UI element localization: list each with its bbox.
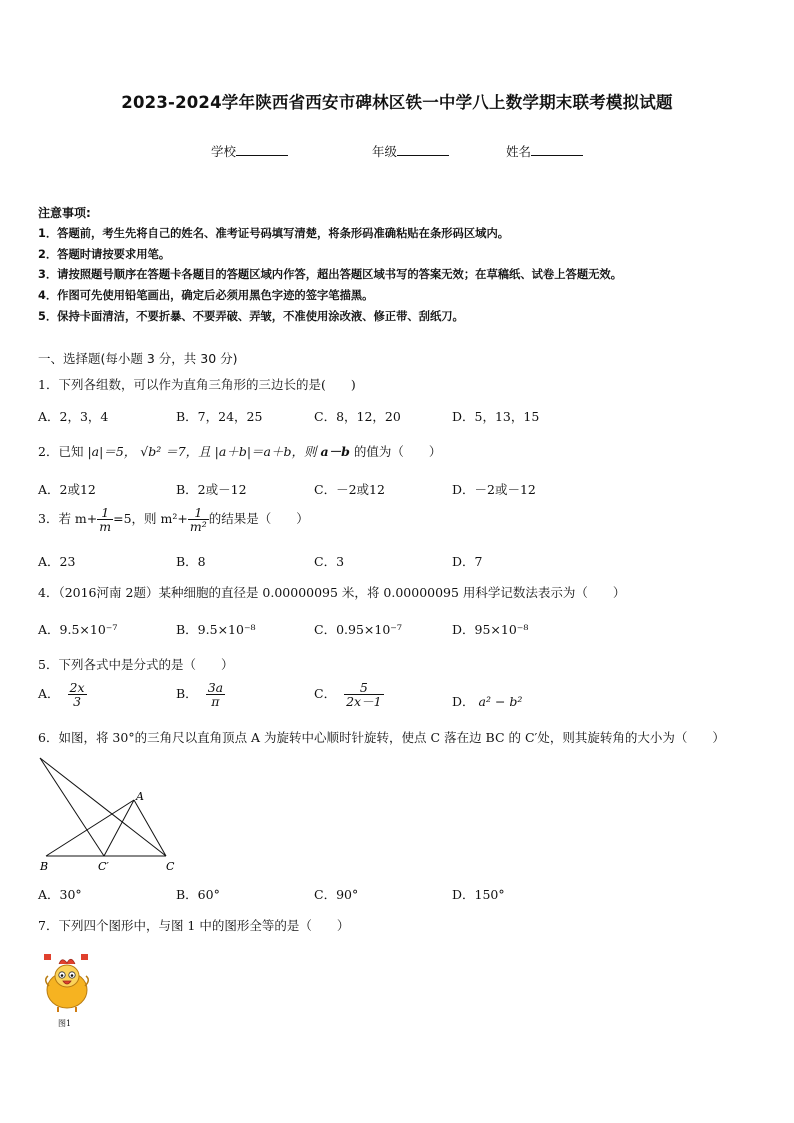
q2-option-b: B．2或－12	[176, 482, 247, 497]
q2-option-d: D．－2或－12	[452, 482, 536, 497]
q3-stem	[38, 506, 309, 533]
q3-part: =5，则 m²+	[113, 511, 188, 527]
note-item: 1．答题前，考生先将自己的姓名、准考证号码填写清楚，将条形码准确粘贴在条形码区域内。	[38, 227, 510, 240]
label-b: B	[40, 860, 49, 873]
q4-stem: 4．（2016河南 2题）某种细胞的直径是 0.00000095 米，将 0.00000095 用科学记数法表示为（ ）	[38, 585, 626, 600]
q5-option-d: D． a² − b²	[452, 694, 523, 709]
q1-stem: 1．下列各组数，可以作为直角三角形的三边长的是( )	[38, 377, 356, 392]
label-c-prime: C′	[98, 860, 109, 873]
name-label: 姓名	[506, 144, 532, 159]
q1-option-b: B．7，24，25	[176, 409, 263, 424]
note-item: 3．请按照题号顺序在答题卡各题目的答题区域内作答，超出答题区域书写的答案无效；在草稿纸、试卷上答题无效。	[38, 268, 623, 281]
page-title: 2023-2024学年陕西省西安市碑林区铁一中学八上数学期末联考模拟试题	[121, 93, 673, 112]
school-label: 学校	[211, 144, 237, 159]
name-blank	[531, 143, 583, 156]
q3-option-d: D．7	[452, 554, 483, 569]
q2-sqrt: √b² ＝7，且	[140, 444, 211, 459]
q6-option-d: D．150°	[452, 887, 505, 902]
figure-caption: 图1	[58, 1019, 72, 1028]
q6-option-a: A．30°	[38, 887, 82, 902]
q3-fraction: $\frac{1}{m}$	[99, 505, 112, 535]
q3-fraction-2: $\frac{1}{\text{m²}}$	[189, 505, 207, 535]
q4-option-b: B．9.5×10⁻⁸	[176, 622, 256, 637]
q5-option-c: C． $\frac{5}{2x-1}$	[314, 680, 382, 710]
q6-option-c: C．90°	[314, 887, 359, 902]
q3-option-b: B．8	[176, 554, 206, 569]
school-blank	[236, 143, 288, 156]
q6-option-b: B．60°	[176, 887, 220, 902]
note-item: 4．作图可先使用铅笔画出，确定后必须用黑色字迹的签字笔描黑。	[38, 289, 374, 302]
grade-label: 年级	[372, 144, 398, 159]
note-item: 5．保持卡面清洁，不要折暴、不要弄破、弄皱，不准使用涂改液、修正带、刮纸刀。	[38, 310, 464, 323]
q4-option-a: A．9.5×10⁻⁷	[38, 622, 118, 637]
q2-abs-a: |a|＝5，	[87, 444, 137, 459]
q3-part: 3．若 m+	[38, 511, 98, 527]
q2-expr: a－b	[320, 444, 350, 459]
section-heading: 一、选择题(每小题 3 分，共 30 分)	[38, 351, 238, 366]
q4-option-c: C．0.95×10⁻⁷	[314, 622, 402, 637]
q2-stem	[38, 442, 441, 460]
notes-title: 注意事项:	[38, 206, 91, 220]
school-field	[211, 142, 288, 160]
q1-option-d: D．5，13，15	[452, 409, 540, 424]
q2-condition: |a＋b|＝a＋b，则	[214, 444, 317, 459]
grade-blank	[397, 143, 449, 156]
name-field	[506, 142, 583, 160]
q6-stem: 6．如图，将 30°的三角尺以直角顶点 A 为旋转中心顺时针旋转，使点 C 落在边 BC 的 C′处，则其旋转角的大小为（ ）	[38, 730, 725, 745]
q2-option-a: A．2或12	[38, 482, 96, 497]
q1-option-c: C．8，12，20	[314, 409, 401, 424]
label-a: A	[136, 790, 144, 803]
q5-stem: 5．下列各式中是分式的是（ ）	[38, 657, 234, 672]
q2-option-c: C．－2或12	[314, 482, 385, 497]
q6-triangle-diagram	[30, 750, 190, 880]
q1-option-a: A．2，3，4	[38, 409, 109, 424]
q3-option-c: C．3	[314, 554, 345, 569]
q4-option-d: D．95×10⁻⁸	[452, 622, 529, 637]
q5-option-a: A． $\frac{2x}{3}$	[38, 680, 85, 710]
note-item: 2．答题时请按要求用笔。	[38, 248, 171, 261]
label-c: C	[166, 860, 175, 873]
chick-mascot-icon	[40, 950, 92, 1016]
grade-field	[372, 142, 449, 160]
q7-stem: 7．下列四个图形中，与图 1 中的图形全等的是（ ）	[38, 918, 350, 933]
q2-part: 2．已知	[38, 444, 84, 459]
q5-option-b: B． $\frac{3a}{\pi}$	[176, 680, 224, 710]
q3-option-a: A．23	[38, 554, 76, 569]
q2-tail: 的值为（ ）	[353, 444, 442, 459]
q3-tail: 的结果是（ ）	[208, 511, 309, 527]
